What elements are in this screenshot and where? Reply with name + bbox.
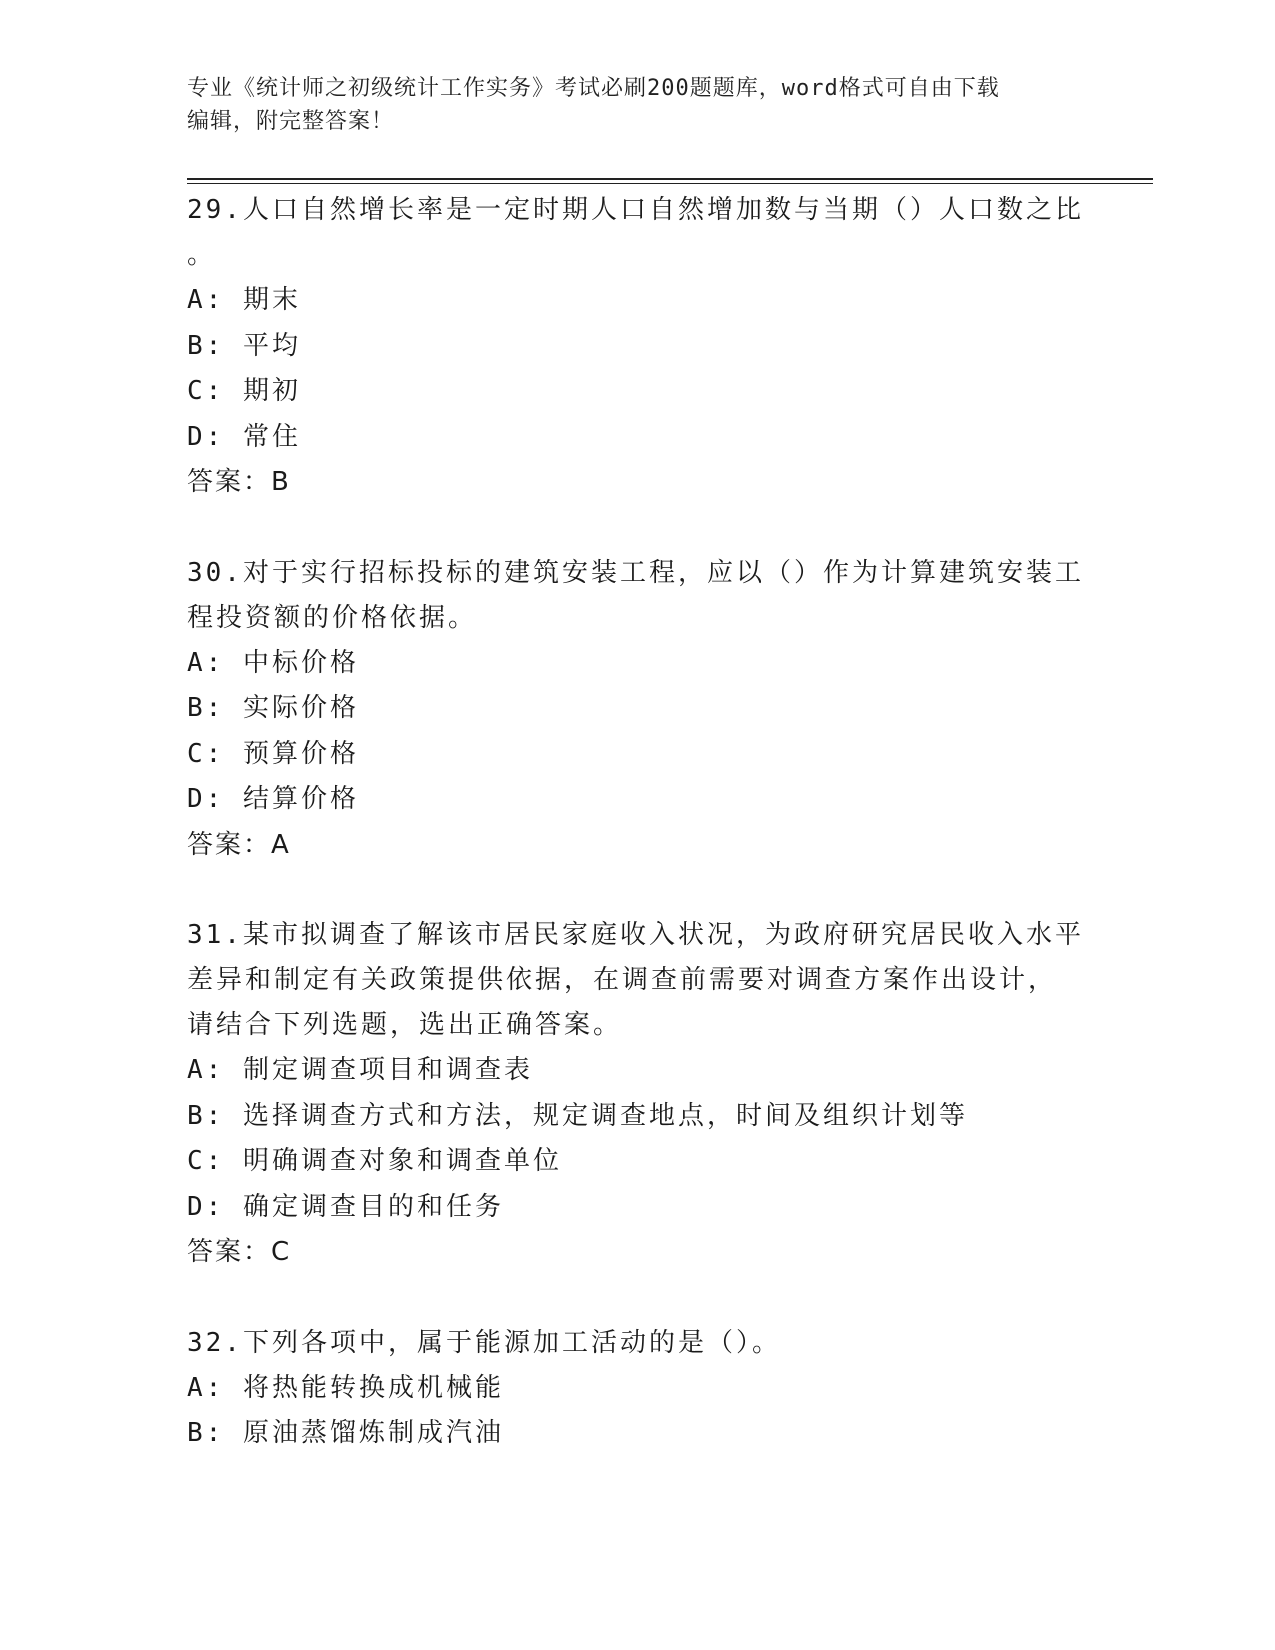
option-b xyxy=(187,1411,1087,1457)
option-text: 期初 xyxy=(242,376,301,406)
option-text: 选择调查方式和方法，规定调查地点，时间及组织计划等 xyxy=(242,1100,968,1131)
question-30 xyxy=(187,551,1087,869)
option-text: 明确调查对象和调查单位 xyxy=(242,1146,562,1176)
option-label: D: xyxy=(187,1191,225,1222)
question-31-line-3: 请结合下列选题，选出正确答案。 xyxy=(187,1010,623,1040)
option-text: 常住 xyxy=(242,421,301,452)
question-29-line-1: 29.人口自然增长率是一定时期人口自然增加数与当期（）人口数之比 xyxy=(187,195,1084,225)
option-d xyxy=(187,777,1087,823)
answer-30: 答案：A xyxy=(187,829,291,860)
option-label: B: xyxy=(187,330,225,361)
option-c xyxy=(187,369,1087,415)
option-label: A: xyxy=(187,1055,225,1085)
option-c xyxy=(187,1139,1087,1185)
option-text: 中标价格 xyxy=(242,647,359,678)
spacer xyxy=(187,1276,1087,1321)
option-text: 预算价格 xyxy=(242,738,359,769)
document-header xyxy=(187,72,1087,138)
option-a xyxy=(187,1366,1087,1412)
option-label: B: xyxy=(187,1100,225,1131)
option-text: 制定调查项目和调查表 xyxy=(242,1055,533,1085)
option-label: A: xyxy=(187,1372,225,1403)
answer-31: 答案：C xyxy=(187,1237,292,1267)
question-31-line-1: 31.某市拟调查了解该市居民家庭收入状况，为政府研究居民收入水平 xyxy=(187,920,1084,950)
option-d xyxy=(187,1185,1087,1231)
option-label: B: xyxy=(187,693,225,723)
option-label: B: xyxy=(187,1418,225,1448)
option-label: A: xyxy=(187,647,225,678)
question-30-line-1: 30.对于实行招标投标的建筑安装工程，应以（）作为计算建筑安装工 xyxy=(187,557,1084,588)
option-text: 确定调查目的和任务 xyxy=(242,1191,504,1222)
question-list xyxy=(187,188,1087,1457)
question-29-line-2: 。 xyxy=(187,240,217,270)
header-line-1: 专业《统计师之初级统计工作实务》考试必刷200题题库，word格式可自由下载 xyxy=(187,76,1000,101)
option-text: 实际价格 xyxy=(242,693,359,723)
option-label: D: xyxy=(187,784,225,814)
spacer xyxy=(187,868,1087,913)
option-b xyxy=(187,1094,1087,1140)
spacer xyxy=(187,506,1087,551)
option-label: D: xyxy=(187,421,225,452)
header-rule-thin xyxy=(187,183,1153,184)
question-32 xyxy=(187,1321,1087,1457)
option-b xyxy=(187,686,1087,732)
option-text: 原油蒸馏炼制成汽油 xyxy=(242,1418,504,1448)
option-text: 期末 xyxy=(242,285,301,315)
option-a xyxy=(187,1048,1087,1094)
question-30-line-2: 程投资额的价格依据。 xyxy=(187,602,478,633)
option-c xyxy=(187,732,1087,778)
question-31 xyxy=(187,913,1087,1276)
option-text: 将热能转换成机械能 xyxy=(242,1372,504,1403)
header-line-2: 编辑，附完整答案！ xyxy=(187,109,395,134)
answer-29: 答案：B xyxy=(187,467,291,497)
option-a xyxy=(187,641,1087,687)
option-label: C: xyxy=(187,738,225,769)
question-29 xyxy=(187,188,1087,506)
option-text: 结算价格 xyxy=(242,784,359,814)
option-label: C: xyxy=(187,1146,225,1176)
question-31-line-2: 差异和制定有关政策提供依据，在调查前需要对调查方案作出设计， xyxy=(187,965,1058,995)
question-32-line-1: 32.下列各项中，属于能源加工活动的是（）。 xyxy=(187,1327,781,1358)
option-text: 平均 xyxy=(242,330,301,361)
option-label: C: xyxy=(187,376,225,406)
option-b xyxy=(187,324,1087,370)
option-label: A: xyxy=(187,285,225,315)
option-a xyxy=(187,278,1087,324)
option-d xyxy=(187,415,1087,461)
header-rule-thick xyxy=(187,178,1153,180)
